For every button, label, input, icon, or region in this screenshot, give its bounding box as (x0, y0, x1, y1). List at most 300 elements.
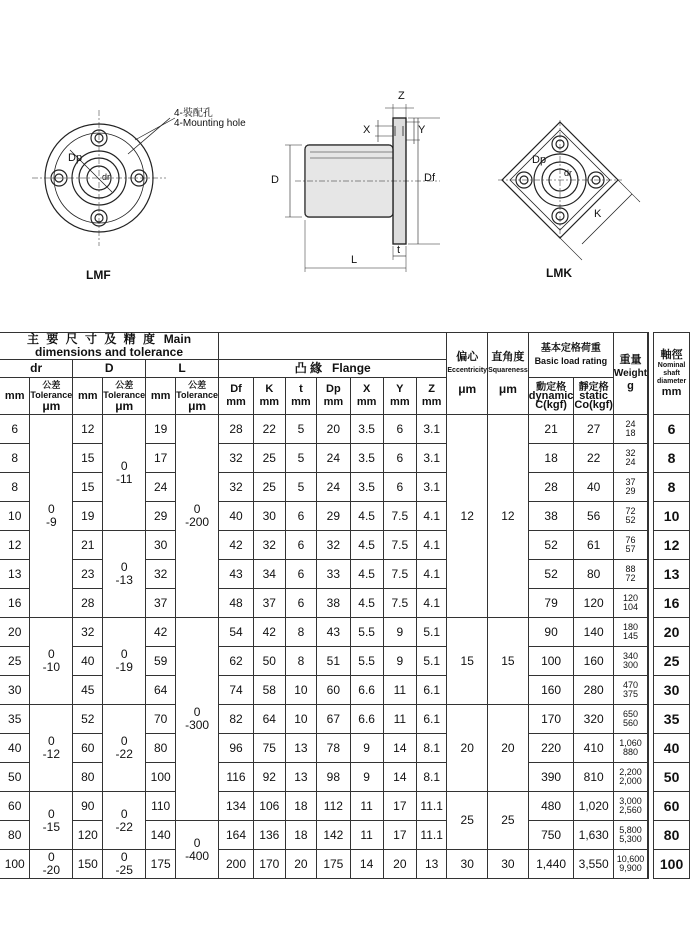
dr-tol-header (30, 378, 73, 415)
d-tolerance-upper: 0 (120, 806, 128, 821)
l-tolerance-lower: -400 (185, 848, 210, 863)
weight-cell (613, 676, 648, 705)
weight-lower: 375 (622, 689, 638, 699)
z-cell: 11.1 (416, 821, 446, 850)
tol-cn: 公差 (115, 379, 134, 390)
side-l-label: L (351, 254, 358, 266)
static-load-cell: 810 (574, 763, 614, 792)
t-col: t (299, 383, 303, 395)
side-df-label: Df (424, 172, 435, 184)
header-row-1 (0, 333, 690, 360)
d-cell: 90 (73, 792, 103, 821)
dr-tolerance-upper: 0 (48, 647, 55, 661)
dp-cell: 38 (317, 589, 350, 618)
dr-cell: 100 (0, 850, 30, 879)
static-load-cell: 1,020 (574, 792, 614, 821)
title-cell (0, 333, 219, 360)
weight-upper: 10,600 (616, 854, 645, 864)
dynamic-load-cell: 90 (528, 618, 574, 647)
l-tolerance (176, 618, 219, 821)
l-cell: 140 (146, 821, 176, 850)
table-row (0, 792, 690, 821)
x-cell: 11 (350, 792, 383, 821)
z-cell: 13 (416, 850, 446, 879)
weight-cell (613, 531, 648, 560)
y-cell: 6 (383, 473, 416, 502)
dynamic-header (528, 378, 574, 415)
wt-en: Weight (613, 368, 648, 379)
z-cell: 6.1 (416, 676, 446, 705)
k-cell: 106 (253, 792, 285, 821)
x-cell: 4.5 (350, 560, 383, 589)
y-cell: 17 (383, 821, 416, 850)
df-mm: mm (226, 396, 246, 408)
weight-cell (613, 792, 648, 821)
z-cell: 5.1 (416, 647, 446, 676)
y-cell: 6 (383, 415, 416, 444)
dp-cell: 24 (317, 444, 350, 473)
title-en: Main dimensions and tolerance (34, 332, 192, 359)
lmf-dp-label: Dp (68, 152, 83, 164)
l-tolerance (176, 415, 219, 618)
t-header (285, 378, 317, 415)
nom-cn: 軸徑 (660, 348, 683, 361)
spec-table-body (0, 333, 690, 879)
d-tolerance-lower: -13 (115, 573, 133, 587)
x-cell: 11 (350, 821, 383, 850)
l-tolerance-upper: 0 (193, 502, 201, 516)
static-load-cell: 160 (574, 647, 614, 676)
z-cell: 11.1 (416, 792, 446, 821)
dr-cell: 40 (0, 734, 30, 763)
squareness-cell: 20 (488, 705, 529, 792)
y-cell: 14 (383, 734, 416, 763)
wt-unit: g (627, 380, 634, 392)
flange-header (219, 360, 447, 378)
squareness-cell: 30 (488, 850, 529, 879)
d-cell: 19 (73, 502, 103, 531)
k-cell: 58 (253, 676, 285, 705)
d-cell: 23 (73, 560, 103, 589)
dp-col: Dp (326, 383, 341, 395)
df-header (219, 378, 254, 415)
static-load-cell: 280 (574, 676, 614, 705)
static-load-cell: 320 (574, 705, 614, 734)
x-cell: 3.5 (350, 473, 383, 502)
weight-cell (613, 473, 648, 502)
side-d-label: D (271, 174, 279, 186)
mount-hole-leader (135, 118, 175, 140)
x-cell: 6.6 (350, 676, 383, 705)
d-tol-header (103, 378, 146, 415)
weight-cell (613, 618, 648, 647)
table-row (0, 531, 690, 560)
df-cell: 200 (219, 850, 254, 879)
y-cell: 7.5 (383, 502, 416, 531)
tol-unit: μm (115, 398, 134, 413)
t-cell: 18 (285, 792, 317, 821)
dynamic-load-cell: 480 (528, 792, 574, 821)
df-cell: 62 (219, 647, 254, 676)
dr-cell: 10 (0, 502, 30, 531)
sta-cn: 靜定格 (578, 381, 609, 393)
x-cell: 4.5 (350, 502, 383, 531)
dp-cell: 67 (317, 705, 350, 734)
dynamic-load-cell: 79 (528, 589, 574, 618)
d-tolerance-lower: -22 (115, 747, 133, 761)
k-cell: 30 (253, 502, 285, 531)
z-cell: 3.1 (416, 415, 446, 444)
tol-cn: 公差 (42, 379, 61, 390)
weight-upper: 24 (625, 419, 636, 429)
weight-upper: 37 (625, 477, 636, 487)
nominal-diameter-cell: 40 (654, 734, 690, 763)
dp-cell: 20 (317, 415, 350, 444)
l-cell: 64 (146, 676, 176, 705)
d-tolerance-upper: 0 (120, 458, 128, 473)
df-cell: 48 (219, 589, 254, 618)
weight-lower: 104 (622, 602, 638, 612)
dynamic-load-cell: 160 (528, 676, 574, 705)
dyn-en: dynamic (528, 389, 574, 402)
df-cell: 40 (219, 502, 254, 531)
dr-cell: 6 (0, 415, 30, 444)
dr-tolerance (30, 618, 73, 705)
nominal-diameter-cell: 100 (654, 850, 690, 879)
d-tolerance-lower: -11 (116, 471, 133, 486)
d-tolerance (103, 531, 146, 618)
weight-upper: 88 (625, 564, 636, 574)
squareness-cell: 25 (488, 792, 529, 850)
l-cell: 24 (146, 473, 176, 502)
z-cell: 3.1 (416, 473, 446, 502)
k-cell: 64 (253, 705, 285, 734)
l-tolerance-upper: 0 (193, 705, 201, 719)
weight-upper: 650 (622, 709, 638, 719)
l-cell: 59 (146, 647, 176, 676)
sq-header (488, 333, 529, 415)
lmk-front-view (498, 120, 640, 260)
t-cell: 5 (285, 415, 317, 444)
d-tolerance-upper: 0 (120, 850, 128, 864)
nominal-header (654, 333, 690, 415)
dr-tolerance-upper: 0 (48, 734, 55, 748)
z-header (416, 378, 446, 415)
d-tolerance (103, 618, 146, 705)
dr-tolerance-lower: -15 (42, 819, 61, 834)
df-cell: 134 (219, 792, 254, 821)
dr-cell: 8 (0, 473, 30, 502)
k-cell: 92 (253, 763, 285, 792)
nominal-diameter-cell: 60 (654, 792, 690, 821)
df-cell: 116 (219, 763, 254, 792)
lmf-front-view (32, 110, 170, 246)
nominal-diameter-cell: 12 (654, 531, 690, 560)
load-header (528, 333, 613, 378)
lmk-label: LMK (546, 266, 572, 280)
dr-mm: mm (0, 378, 30, 415)
df-cell: 42 (219, 531, 254, 560)
dp-cell: 29 (317, 502, 350, 531)
d-cell: 52 (73, 705, 103, 734)
dp-header (317, 378, 350, 415)
dr-cell: 16 (0, 589, 30, 618)
nominal-diameter-cell: 8 (654, 444, 690, 473)
y-cell: 6 (383, 444, 416, 473)
t-cell: 20 (285, 850, 317, 879)
weight-lower: 72 (625, 573, 636, 583)
y-cell: 17 (383, 792, 416, 821)
wt-cn: 重量 (619, 354, 642, 366)
weight-cell (613, 850, 648, 879)
nominal-diameter-cell: 50 (654, 763, 690, 792)
static-load-cell: 140 (574, 618, 614, 647)
d-cell: 80 (73, 763, 103, 792)
technical-drawings (0, 0, 690, 330)
x-cell: 14 (350, 850, 383, 879)
k-cell: 25 (253, 473, 285, 502)
static-load-cell: 120 (574, 589, 614, 618)
x-mm: mm (356, 396, 377, 408)
l-cell: 32 (146, 560, 176, 589)
nominal-diameter-cell: 80 (654, 821, 690, 850)
spec-table (0, 332, 690, 879)
weight-lower: 2,000 (619, 776, 642, 786)
l-cell: 70 (146, 705, 176, 734)
eccentricity-cell: 25 (447, 792, 488, 850)
lmk-dp-label: Dp (532, 154, 547, 166)
weight-upper: 2,200 (619, 767, 642, 777)
weight-header (613, 333, 648, 415)
static-load-cell: 40 (574, 473, 614, 502)
t-cell: 5 (285, 444, 317, 473)
nom-en: Nominal shaft diameter (656, 361, 687, 385)
dr-tolerance-upper: 0 (48, 850, 55, 864)
squareness-cell: 12 (488, 415, 529, 618)
d-tolerance-lower: -25 (115, 863, 133, 877)
table-row (0, 705, 690, 734)
eccentricity-cell: 15 (447, 618, 488, 705)
l-cell: 175 (146, 850, 176, 879)
df-cell: 82 (219, 705, 254, 734)
y-cell: 11 (383, 676, 416, 705)
nominal-diameter-cell: 13 (654, 560, 690, 589)
dp-cell: 24 (317, 473, 350, 502)
l-cell: 17 (146, 444, 176, 473)
l-cell: 19 (146, 415, 176, 444)
sta-unit: Co(kgf) (574, 398, 613, 411)
weight-cell (613, 821, 648, 850)
t-cell: 5 (285, 473, 317, 502)
d-cell: 15 (73, 444, 103, 473)
d-tolerance-lower: -19 (115, 660, 133, 674)
d-tolerance-upper: 0 (120, 647, 128, 661)
nominal-diameter-cell: 6 (654, 415, 690, 444)
sq-cn: 直角度 (491, 351, 525, 363)
dr-cell: 80 (0, 821, 30, 850)
d-cell: 12 (73, 415, 103, 444)
nom-unit: mm (661, 385, 682, 398)
x-cell: 9 (350, 734, 383, 763)
nominal-diameter-cell: 20 (654, 618, 690, 647)
y-cell: 9 (383, 647, 416, 676)
weight-upper: 120 (622, 593, 638, 603)
t-cell: 13 (285, 763, 317, 792)
df-col: Df (230, 383, 242, 395)
t-cell: 10 (285, 676, 317, 705)
dr-cell: 35 (0, 705, 30, 734)
dr-cell: 8 (0, 444, 30, 473)
static-load-cell: 1,630 (574, 821, 614, 850)
dyn-unit: C(kgf) (535, 398, 567, 411)
l-mm: mm (146, 378, 176, 415)
load-en: Basic load rating (534, 356, 608, 366)
d-cell: 120 (73, 821, 103, 850)
y-header (383, 378, 416, 415)
dp-cell: 43 (317, 618, 350, 647)
title-cn: 主 要 尺 寸 及 精 度 (27, 332, 158, 346)
d-tolerance-upper: 0 (120, 560, 128, 574)
y-cell: 9 (383, 618, 416, 647)
weight-lower: 18 (625, 428, 636, 438)
k-cell: 50 (253, 647, 285, 676)
dp-cell: 78 (317, 734, 350, 763)
dr-tolerance (30, 792, 73, 850)
x-col: X (362, 383, 371, 395)
dp-cell: 98 (317, 763, 350, 792)
k-cell: 75 (253, 734, 285, 763)
dp-cell: 33 (317, 560, 350, 589)
k-cell: 42 (253, 618, 285, 647)
x-cell: 6.6 (350, 705, 383, 734)
nominal-diameter-cell: 8 (654, 473, 690, 502)
t-cell: 8 (285, 618, 317, 647)
dynamic-load-cell: 38 (528, 502, 574, 531)
nominal-diameter-cell: 16 (654, 589, 690, 618)
dp-cell: 51 (317, 647, 350, 676)
sta-en: static (579, 389, 609, 402)
d-tolerance-lower: -22 (115, 819, 133, 834)
df-cell: 32 (219, 473, 254, 502)
weight-lower: 145 (622, 631, 638, 641)
d-tolerance (103, 415, 146, 531)
dr-tolerance (30, 850, 73, 879)
dr-cell: 20 (0, 618, 30, 647)
d-tolerance (103, 850, 146, 879)
static-load-cell: 3,550 (574, 850, 614, 879)
weight-upper: 76 (625, 535, 636, 545)
dp-cell: 112 (317, 792, 350, 821)
weight-cell (613, 560, 648, 589)
lmk-k-label: K (594, 208, 602, 220)
load-cn: 基本定格荷重 (540, 343, 601, 354)
tol-unit: μm (42, 398, 61, 413)
d-cell: 15 (73, 473, 103, 502)
weight-upper: 1,060 (619, 738, 642, 748)
y-cell: 7.5 (383, 531, 416, 560)
weight-upper: 3,000 (619, 796, 642, 806)
nominal-diameter-cell: 10 (654, 502, 690, 531)
lmf-label: LMF (86, 268, 111, 282)
x-cell: 5.5 (350, 618, 383, 647)
table-row (0, 618, 690, 647)
y-col: Y (396, 383, 404, 395)
static-load-cell: 410 (574, 734, 614, 763)
t-cell: 6 (285, 560, 317, 589)
t-cell: 8 (285, 647, 317, 676)
eccentricity-cell: 12 (447, 415, 488, 618)
weight-upper: 340 (622, 651, 638, 661)
weight-cell (613, 763, 648, 792)
z-cell: 8.1 (416, 763, 446, 792)
weight-cell (613, 589, 648, 618)
weight-lower: 300 (622, 660, 638, 670)
k-cell: 170 (253, 850, 285, 879)
z-cell: 4.1 (416, 502, 446, 531)
y-cell: 7.5 (383, 560, 416, 589)
weight-upper: 32 (625, 448, 636, 458)
d-tolerance (103, 792, 146, 850)
x-header (350, 378, 383, 415)
x-cell: 4.5 (350, 589, 383, 618)
d-header: D (73, 360, 146, 378)
weight-lower: 9,900 (619, 863, 642, 873)
lmk-dr-label: dr (564, 168, 573, 178)
d-tolerance (103, 705, 146, 792)
weight-upper: 5,800 (619, 825, 642, 835)
tol-en: Tolerance (103, 389, 146, 400)
static-load-cell: 22 (574, 444, 614, 473)
l-cell: 42 (146, 618, 176, 647)
y-cell: 14 (383, 763, 416, 792)
dr-tolerance (30, 705, 73, 792)
dynamic-load-cell: 750 (528, 821, 574, 850)
d-tolerance-upper: 0 (120, 734, 128, 748)
side-y-label: Y (418, 124, 426, 136)
tol-en: Tolerance (176, 389, 219, 400)
weight-cell (613, 502, 648, 531)
dr-tolerance-upper: 0 (48, 502, 55, 516)
z-cell: 8.1 (416, 734, 446, 763)
df-cell: 43 (219, 560, 254, 589)
static-load-cell: 80 (574, 560, 614, 589)
dynamic-load-cell: 1,440 (528, 850, 574, 879)
df-cell: 96 (219, 734, 254, 763)
weight-upper: 470 (622, 680, 638, 690)
dr-tolerance (30, 415, 73, 618)
df-cell: 74 (219, 676, 254, 705)
dr-cell: 13 (0, 560, 30, 589)
dr-cell: 50 (0, 763, 30, 792)
tol-unit: μm (188, 398, 207, 413)
l-cell: 30 (146, 531, 176, 560)
ecc-header (447, 333, 488, 415)
x-cell: 5.5 (350, 647, 383, 676)
k-cell: 37 (253, 589, 285, 618)
t-cell: 13 (285, 734, 317, 763)
d-cell: 60 (73, 734, 103, 763)
d-cell: 32 (73, 618, 103, 647)
dp-mm: mm (323, 396, 344, 408)
l-cell: 29 (146, 502, 176, 531)
dr-header: dr (0, 360, 73, 378)
t-cell: 6 (285, 589, 317, 618)
mount-hole-cn: 4-裝配孔 (174, 108, 213, 119)
x-cell: 3.5 (350, 415, 383, 444)
y-cell: 7.5 (383, 589, 416, 618)
dp-cell: 32 (317, 531, 350, 560)
t-cell: 6 (285, 531, 317, 560)
